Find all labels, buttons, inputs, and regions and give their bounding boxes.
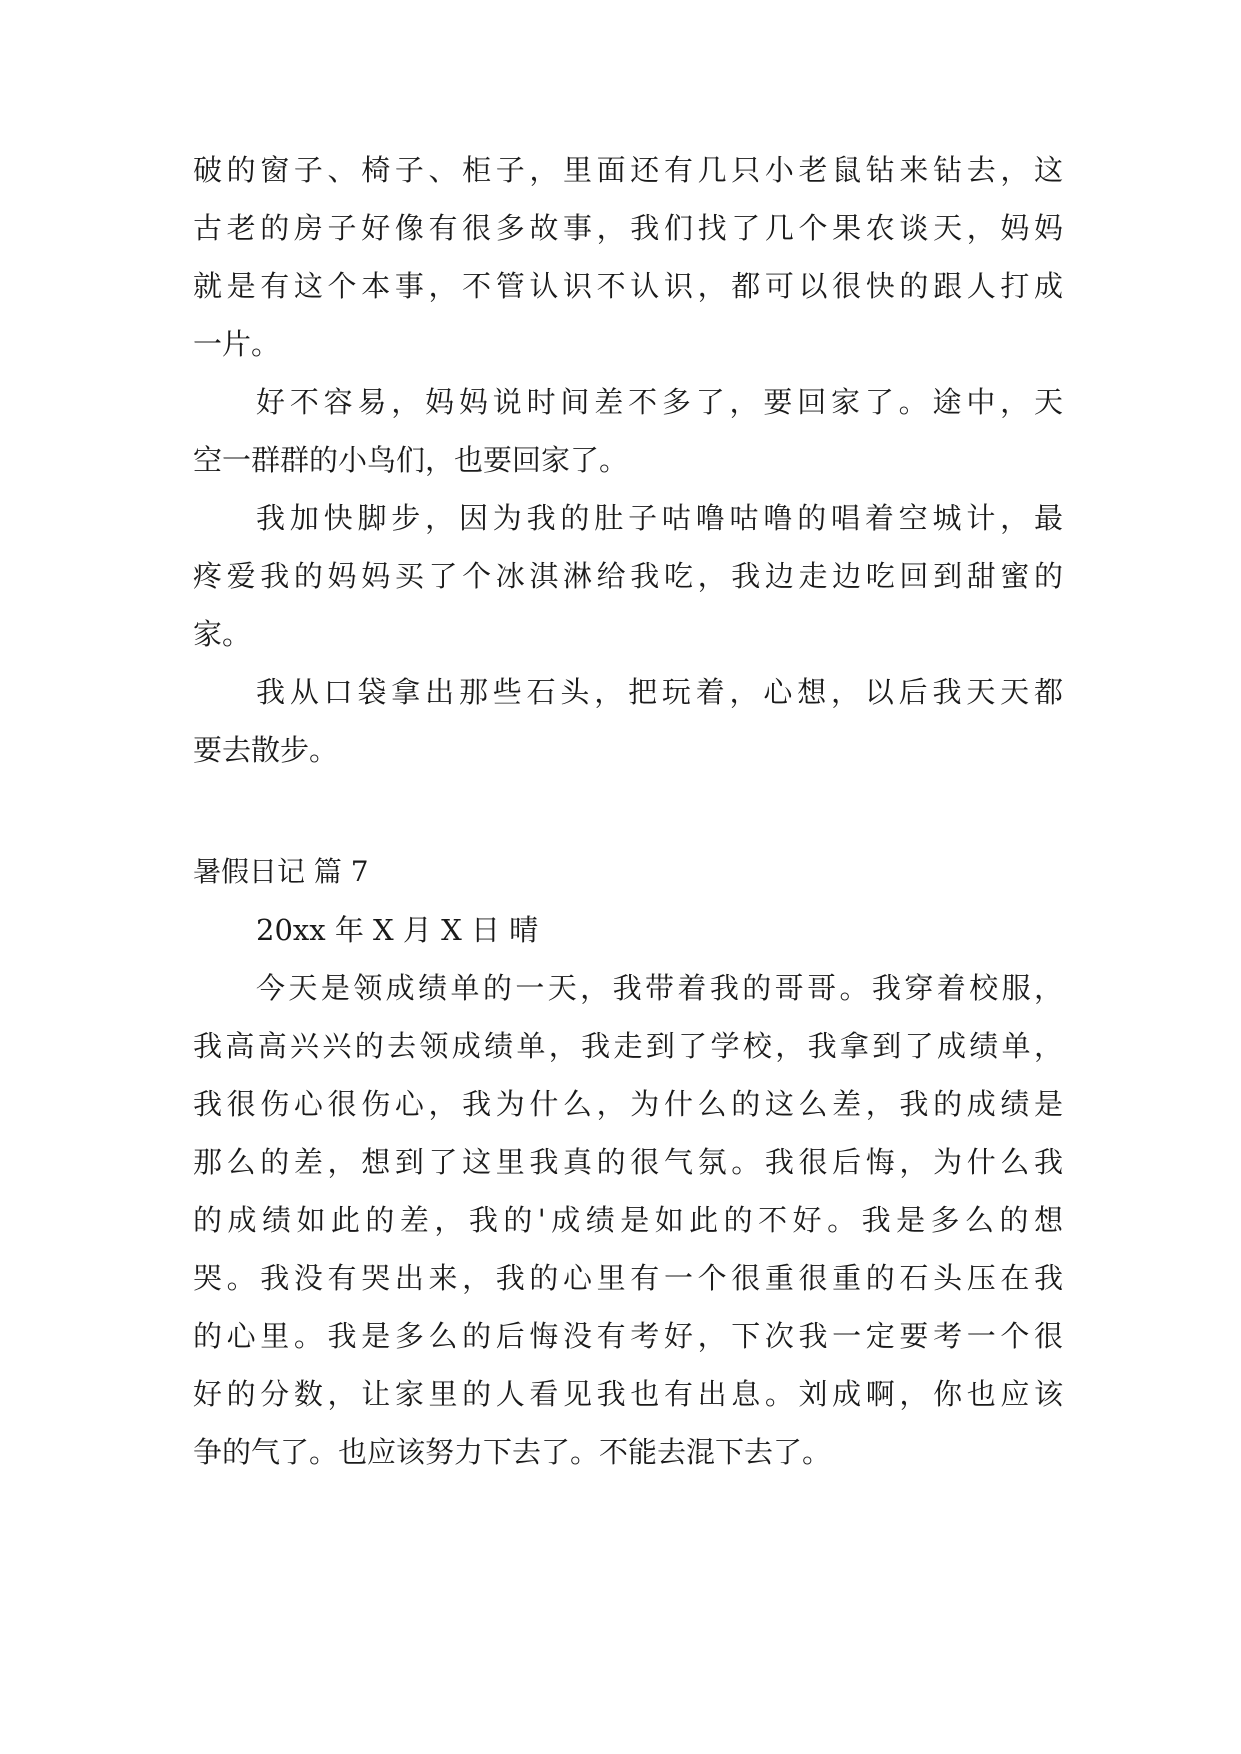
body-line: 好的分数，让家里的人看见我也有出息。刘成啊，你也应该 [193, 1377, 1063, 1411]
section-heading: 暑假日记 篇 7 [193, 855, 369, 888]
body-line: 的心里。我是多么的后悔没有考好，下次我一定要考一个很 [193, 1319, 1063, 1353]
body-line: 那么的差，想到了这里我真的很气氛。我很后悔，为什么我 [193, 1145, 1063, 1179]
body-line: 家。 [193, 617, 252, 651]
paragraph-first-line: 我从口袋拿出那些石头，把玩着，心想，以后我天天都 [256, 675, 1063, 709]
body-line: 哭。我没有哭出来，我的心里有一个很重很重的石头压在我 [193, 1261, 1063, 1295]
body-line: 的成绩如此的差，我的'成绩是如此的不好。我是多么的想 [193, 1203, 1063, 1237]
body-line: 我很伤心很伤心，我为什么，为什么的这么差，我的成绩是 [193, 1087, 1063, 1121]
entry-date: 20xx 年 X 月 X 日 晴 [256, 913, 539, 947]
paragraph-first-line: 我加快脚步，因为我的肚子咕噜咕噜的唱着空城计，最 [256, 501, 1063, 535]
body-line: 我高高兴兴的去领成绩单，我走到了学校，我拿到了成绩单， [193, 1029, 1063, 1063]
body-line: 争的气了。也应该努力下去了。不能去混下去了。 [193, 1435, 832, 1469]
body-line: 就是有这个本事，不管认识不认识，都可以很快的跟人打成 [193, 269, 1063, 303]
paragraph-first-line: 今天是领成绩单的一天，我带着我的哥哥。我穿着校服， [256, 971, 1063, 1005]
body-line: 疼爱我的妈妈买了个冰淇淋给我吃，我边走边吃回到甜蜜的 [193, 559, 1063, 593]
body-line: 破的窗子、椅子、柜子，里面还有几只小老鼠钻来钻去，这 [193, 153, 1063, 187]
body-line: 要去散步。 [193, 733, 339, 767]
body-line: 一片。 [193, 327, 281, 361]
body-line: 空一群群的小鸟们，也要回家了。 [193, 443, 629, 477]
body-line: 古老的房子好像有很多故事，我们找了几个果农谈天，妈妈 [193, 211, 1063, 245]
paragraph-first-line: 好不容易，妈妈说时间差不多了，要回家了。途中，天 [256, 385, 1063, 419]
